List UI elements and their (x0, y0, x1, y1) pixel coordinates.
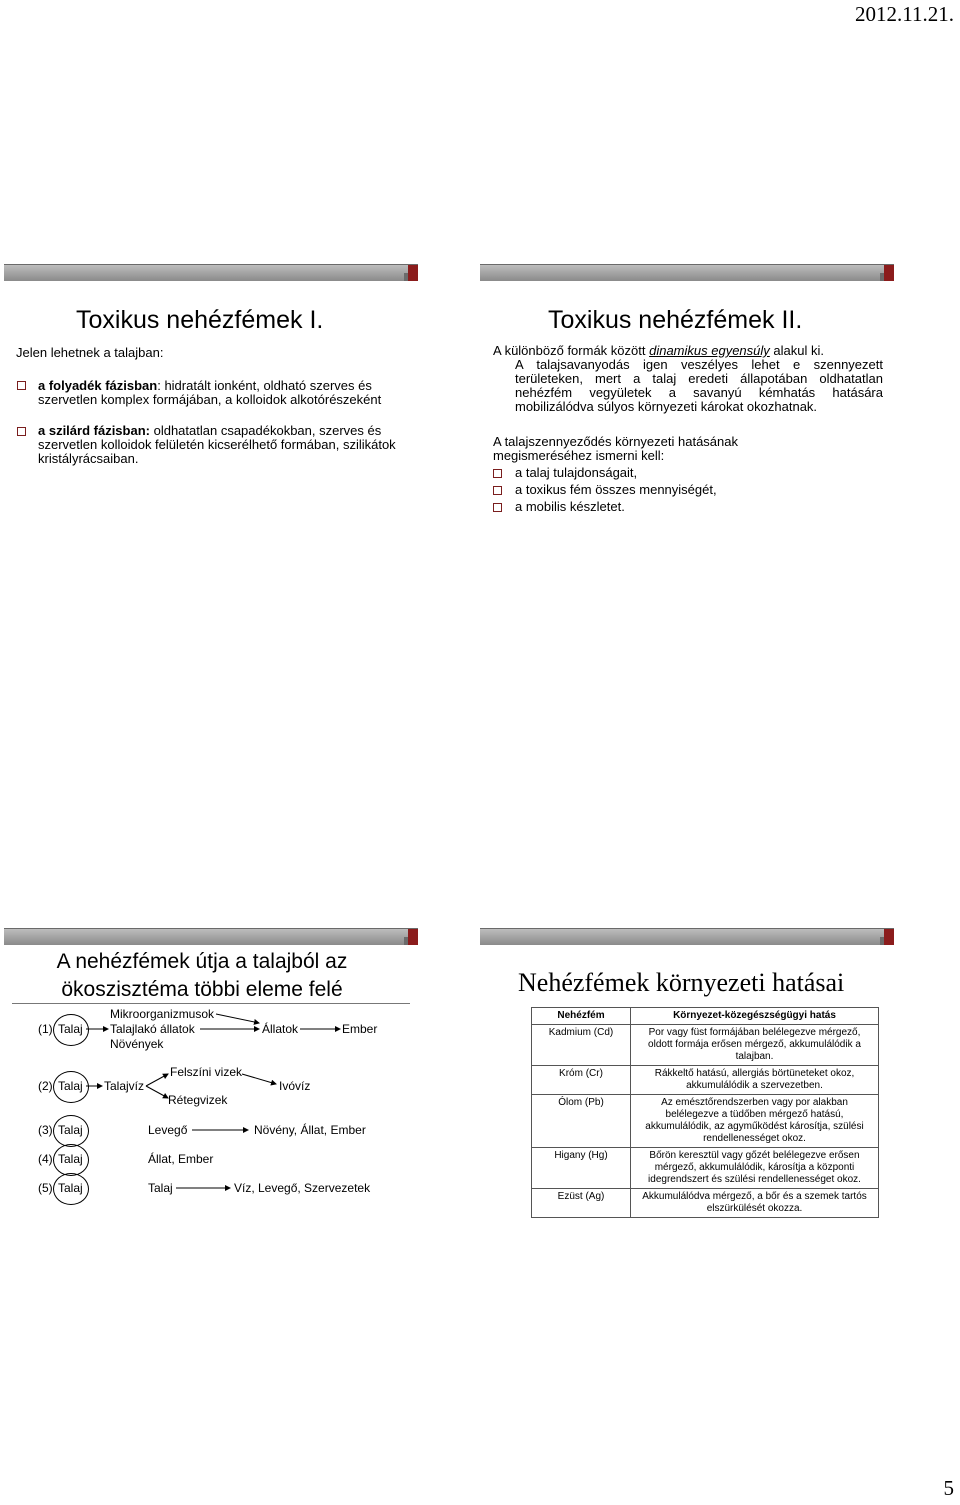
flow-number: (4) (38, 1152, 53, 1166)
table-row (532, 1025, 879, 1066)
flow-number: (2) (38, 1079, 53, 1093)
flow-number: (3) (38, 1123, 53, 1137)
bullet-icon (493, 469, 502, 478)
effect-cell: Por vagy füst formájában belélegezve mérgező, oldott formája erősen mérgező, akkumulálódik a talajban. (631, 1025, 879, 1066)
flow-node: Levegő (148, 1123, 188, 1137)
flow-node: Ember (342, 1022, 378, 1036)
effect-cell: Bőrön keresztül vagy gőzét belélegezve erősen mérgező, akkumulálódik, károsítja a központi idegrendszert és szülési rendellenességet okoz. (631, 1148, 879, 1189)
print-date: 2012.11.21. (855, 2, 954, 26)
flow-node: Rétegvizek (168, 1093, 228, 1107)
metal-cell: Króm (Cr) (532, 1066, 631, 1095)
flow-number: (5) (38, 1181, 53, 1195)
flow-node: Talajvíz (104, 1079, 145, 1093)
flow-node: Víz, Levegő, Szervezetek (234, 1181, 371, 1195)
metal-cell: Ezüst (Ag) (532, 1189, 631, 1218)
slide-header-bar (480, 264, 894, 281)
column-header: Környezet-közegészségügyi hatás (631, 1008, 879, 1025)
flow-source: Talaj (58, 1181, 83, 1195)
effects-table (531, 1007, 879, 1218)
bullet-item: a talaj tulajdonságait, (515, 465, 638, 480)
slide-title: Nehézfémek környezeti hatásai (518, 968, 845, 997)
flow-node: Talajlakó állatok (110, 1022, 195, 1036)
paragraph-1-continued: A talajsavanyodás igen veszélyes lehet e szennyezett területeken, mert a talaj eredeti állapotában oldhatatlan nehézfém vegyületek a savanyú kémhatás hatására mobilizálódva súlyos környezeti károkat okozhatnak. (515, 357, 883, 414)
flow-node: Állat, Ember (148, 1152, 214, 1166)
slide-2 (480, 264, 894, 602)
bullet-icon (493, 503, 502, 512)
slide-header-bar (4, 264, 418, 281)
bullet-item: a mobilis készletet. (515, 499, 625, 514)
flow-number: (1) (38, 1022, 53, 1036)
flow-node: Növények (110, 1037, 164, 1051)
table-header-row (532, 1008, 879, 1025)
table-row (532, 1095, 879, 1148)
flow-source: Talaj (58, 1079, 83, 1093)
metal-cell: Ólom (Pb) (532, 1095, 631, 1148)
flow-node: Ivóvíz (279, 1079, 311, 1093)
table-row (532, 1189, 879, 1218)
metal-cell: Higany (Hg) (532, 1148, 631, 1189)
paragraph-2: A talajszennyeződés környezeti hatásának megismeréséhez ismerni kell: (493, 434, 738, 463)
bullet-item: a folyadék fázisban: hidratált ionként, oldható szerves és szervetlen komplex formájában, a kolloidok alkotórészeként (38, 378, 382, 407)
slide-title: Toxikus nehézfémek I. (76, 306, 324, 334)
bullet-icon (17, 381, 26, 390)
flow-node: Állatok (262, 1022, 299, 1036)
slide-3 (4, 928, 418, 1266)
flow-node: Mikroorganizmusok (110, 1007, 215, 1021)
effect-cell: Akkumulálódva mérgező, a bőr és a szemek tartós elszürkülését okozza. (631, 1189, 879, 1218)
effect-cell: Az emésztőrendszerben vagy por alakban belélegezve a tüdőben mérgező hatású, akkumulálódik, az agyműködést károsítja, szülési rendellenességet okoz. (631, 1095, 879, 1148)
metal-cell: Kadmium (Cd) (532, 1025, 631, 1066)
slide-intro: Jelen lehetnek a talajban: (16, 345, 164, 360)
paragraph-1: A különböző formák között dinamikus egyensúly alakul ki. (493, 343, 824, 358)
flow-source: Talaj (58, 1123, 83, 1137)
slide-1 (4, 264, 418, 602)
slide-title: A nehézfémek útja a talajból az ökoszisztéma többi eleme felé (56, 950, 348, 1001)
slide-header-bar (480, 928, 894, 945)
column-header: Nehézfém (532, 1008, 631, 1025)
flow-source: Talaj (58, 1152, 83, 1166)
flow-node: Talaj (148, 1181, 173, 1195)
table-row (532, 1066, 879, 1095)
slide-title: Toxikus nehézfémek II. (548, 306, 803, 334)
bullet-icon (17, 427, 26, 436)
table-row (532, 1148, 879, 1189)
flow-node: Növény, Állat, Ember (254, 1123, 366, 1137)
bullet-item: a szilárd fázisban: oldhatatlan csapadékokban, szerves és szervetlen kolloidok felületén kicserélhető formában, szilikátok kristályrácsaiban. (38, 423, 396, 466)
flow-node: Felszíni vizek (170, 1065, 243, 1079)
bullet-item: a toxikus fém összes mennyiségét, (515, 482, 717, 497)
bullet-icon (493, 486, 502, 495)
effect-cell: Rákkeltő hatású, allergiás börtüneteket okoz, akkumulálódik a szervezetben. (631, 1066, 879, 1095)
flow-source: Talaj (58, 1022, 83, 1036)
slide-4 (480, 928, 894, 1266)
page-number: 5 (943, 1476, 954, 1500)
